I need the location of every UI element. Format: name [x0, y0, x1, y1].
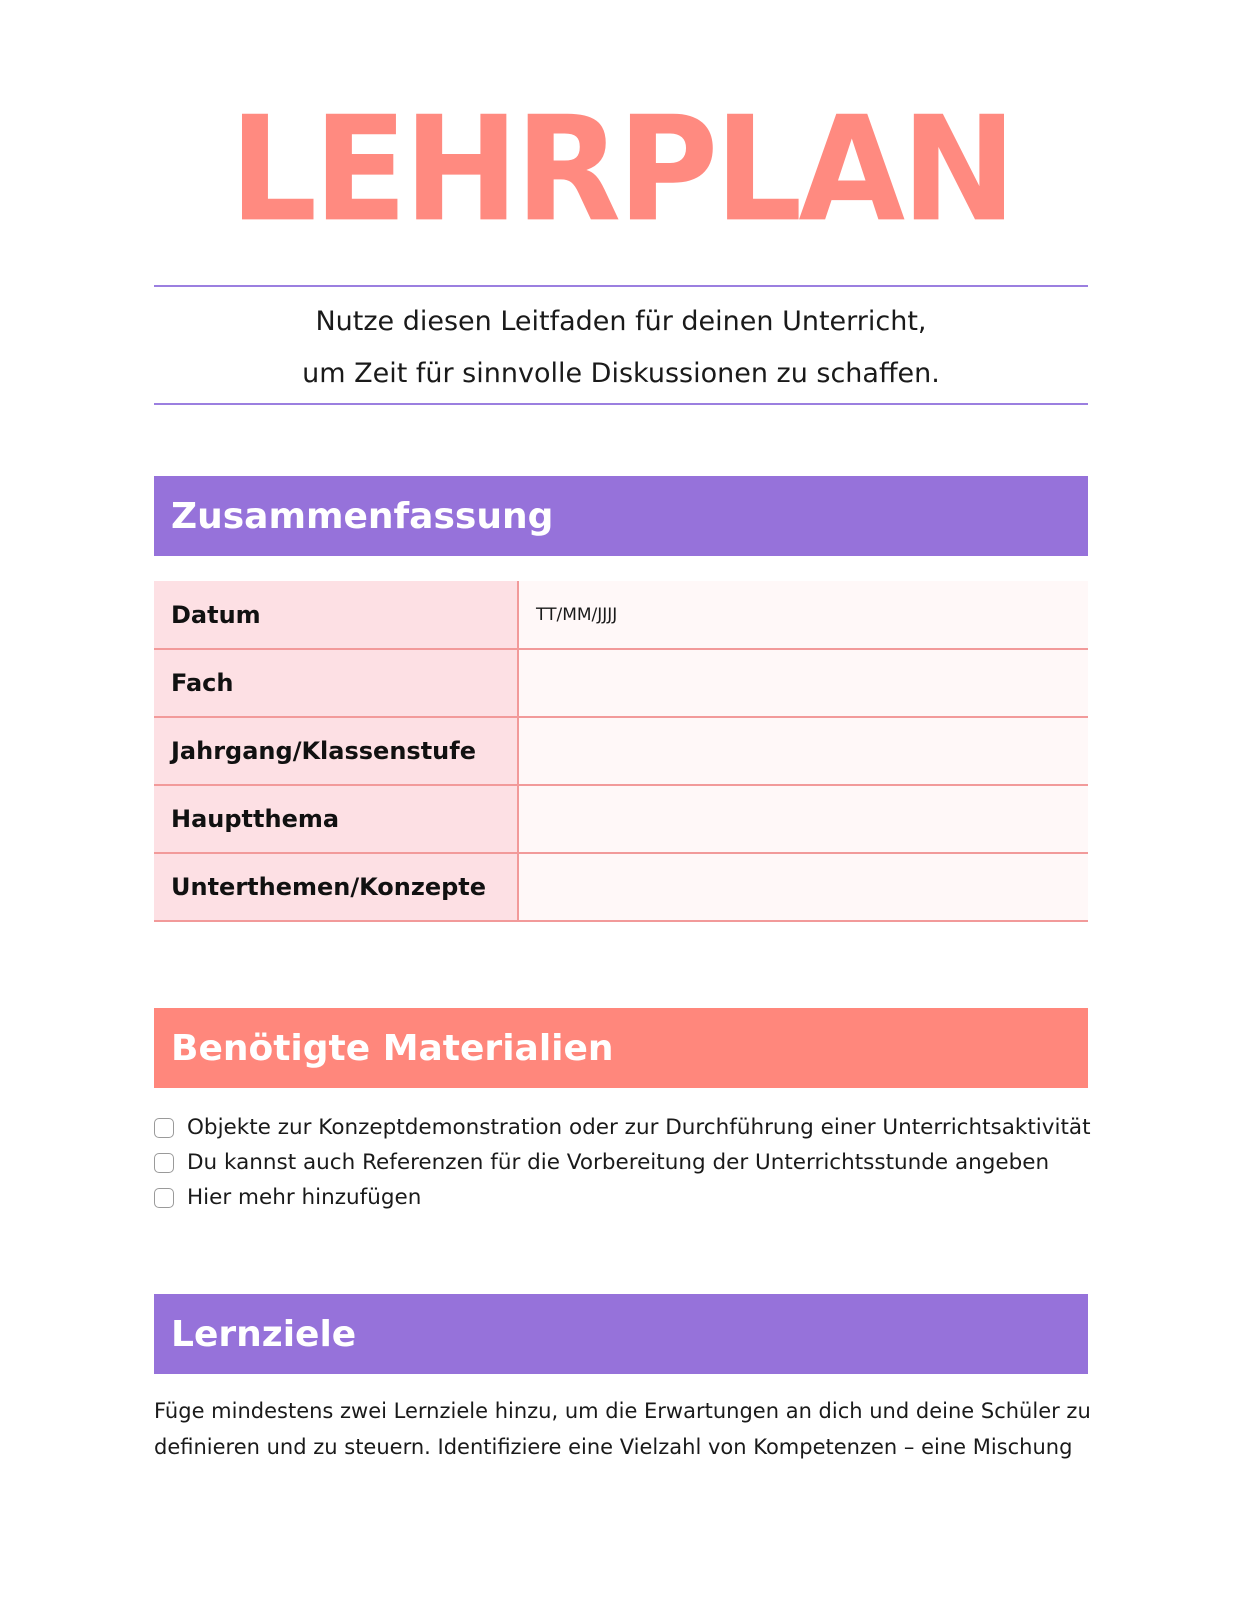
- subject-field[interactable]: [518, 649, 1088, 717]
- table-row: [154, 785, 1088, 853]
- subtopics-label: Unterthemen/Konzepte: [154, 853, 518, 921]
- grade-field[interactable]: [518, 717, 1088, 785]
- intro-line-2: um Zeit für sinnvolle Diskussionen zu schaffen.: [302, 358, 940, 389]
- intro-line-1: Nutze diesen Leitfaden für deinen Unterricht,: [315, 306, 927, 337]
- list-item: [154, 1145, 1114, 1180]
- table-row: [154, 649, 1088, 717]
- subtopics-field[interactable]: [518, 853, 1088, 921]
- intro-text: [154, 296, 1088, 400]
- summary-table: [154, 581, 1088, 922]
- table-row: [154, 581, 1088, 649]
- summary-heading: Zusammenfassung: [154, 476, 1088, 556]
- goals-line-2: definieren und zu steuern. Identifiziere eine Vielzahl von Kompetenzen – eine Mischung: [154, 1435, 1073, 1459]
- table-row: [154, 717, 1088, 785]
- material-item-label: Objekte zur Konzeptdemonstration oder zur Durchführung einer Unterrichtsaktivität: [187, 1115, 1091, 1140]
- page-title: LEHRPLAN: [229, 84, 1013, 254]
- main-topic-label: Hauptthema: [154, 785, 518, 853]
- intro-bottom-divider: [154, 403, 1088, 405]
- goals-description: [154, 1393, 1114, 1465]
- material-item-label: Du kannst auch Referenzen für die Vorbereitung der Unterrichtsstunde angeben: [187, 1150, 1050, 1175]
- list-item: [154, 1180, 1114, 1215]
- material-checkbox[interactable]: [154, 1118, 174, 1138]
- material-checkbox[interactable]: [154, 1153, 174, 1173]
- main-topic-field[interactable]: [518, 785, 1088, 853]
- materials-checklist: [154, 1110, 1114, 1215]
- material-item-label: Hier mehr hinzufügen: [187, 1185, 422, 1210]
- grade-label: Jahrgang/Klassenstufe: [154, 717, 518, 785]
- materials-heading: Benötigte Materialien: [154, 1008, 1088, 1088]
- list-item: [154, 1110, 1114, 1145]
- table-row: [154, 853, 1088, 921]
- date-field[interactable]: TT/MM/JJJJ: [518, 581, 1088, 649]
- intro-top-divider: [154, 285, 1088, 287]
- goals-line-1: Füge mindestens zwei Lernziele hinzu, um die Erwartungen an dich und deine Schüler zu: [154, 1399, 1091, 1423]
- date-label: Datum: [154, 581, 518, 649]
- subject-label: Fach: [154, 649, 518, 717]
- material-checkbox[interactable]: [154, 1188, 174, 1208]
- goals-heading: Lernziele: [154, 1294, 1088, 1374]
